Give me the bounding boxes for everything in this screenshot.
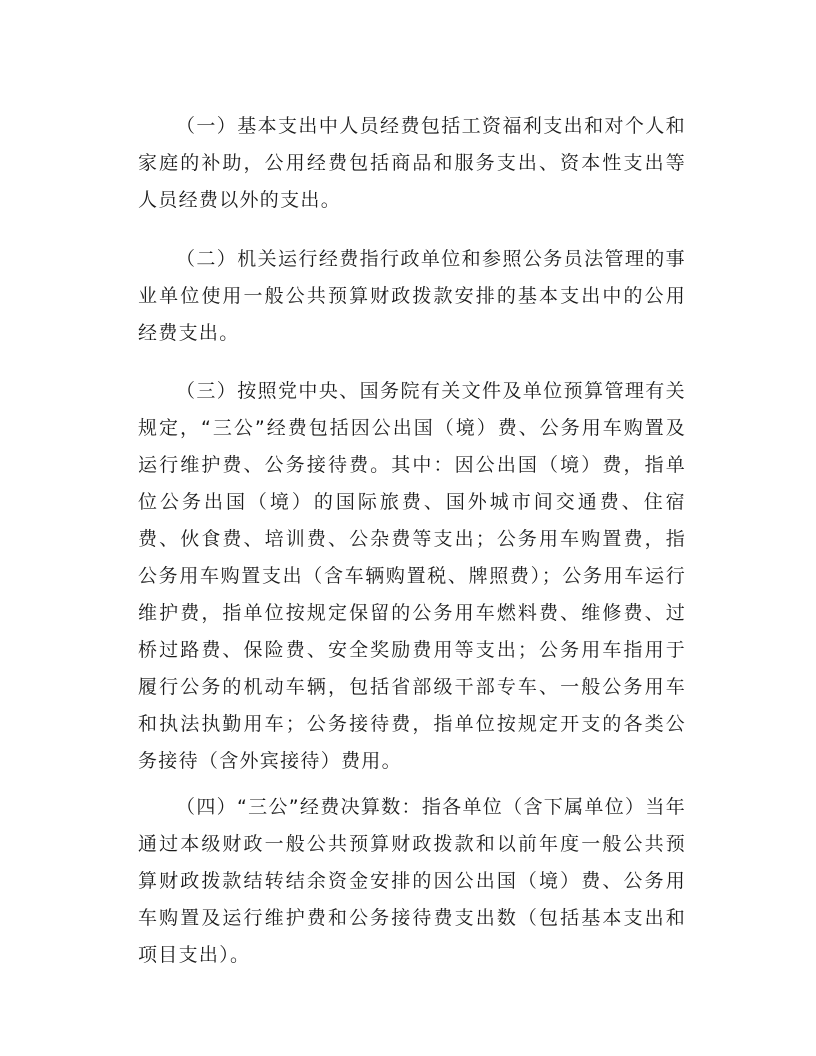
paragraph-final-accounts: （四）“三公”经费决算数：指各单位（含下属单位）当年通过本级财政一般公共预算财政拨款和以前年度一般公共预算财政拨款结转结余资金安排的因公出国（境）费、公务用车购置及运行维护费和公务接待费支出数（包括基本支出和项目支出）。 <box>138 796 686 966</box>
paragraph-personnel-expenses: （一）基本支出中人员经费包括工资福利支出和对个人和家庭的补助，公用经费包括商品和服务支出、资本性支出等人员经费以外的支出。 <box>138 115 686 211</box>
paragraph-three-public-expenses: （三）按照党中央、国务院有关文件及单位预算管理有关规定，“三公”经费包括因公出国（境）费、公务用车购置及运行维护费、公务接待费。其中：因公出国（境）费，指单位公务出国（境）的国际旅费、国外城市间交通费、住宿费、伙食费、培训费、公杂费等支出；公务用车购置费，指公务用车购置支出（含车辆购置税、牌照费）；公务用车运行维护费，指单位按规定保留的公务用车燃料费、维修费、过桥过路费、保险费、安全奖励费用等支出；公务用车指用于履行公务的机动车辆，包括省部级干部专车、一般公务用车和执法执勤用车；公务接待费，指单位按规定开支的各类公务接待（含外宾接待）费用。 <box>138 380 686 772</box>
paragraph-operating-expenses: （二）机关运行经费指行政单位和参照公务员法管理的事业单位使用一般公共预算财政拨款安排的基本支出中的公用经费支出。 <box>138 248 686 344</box>
